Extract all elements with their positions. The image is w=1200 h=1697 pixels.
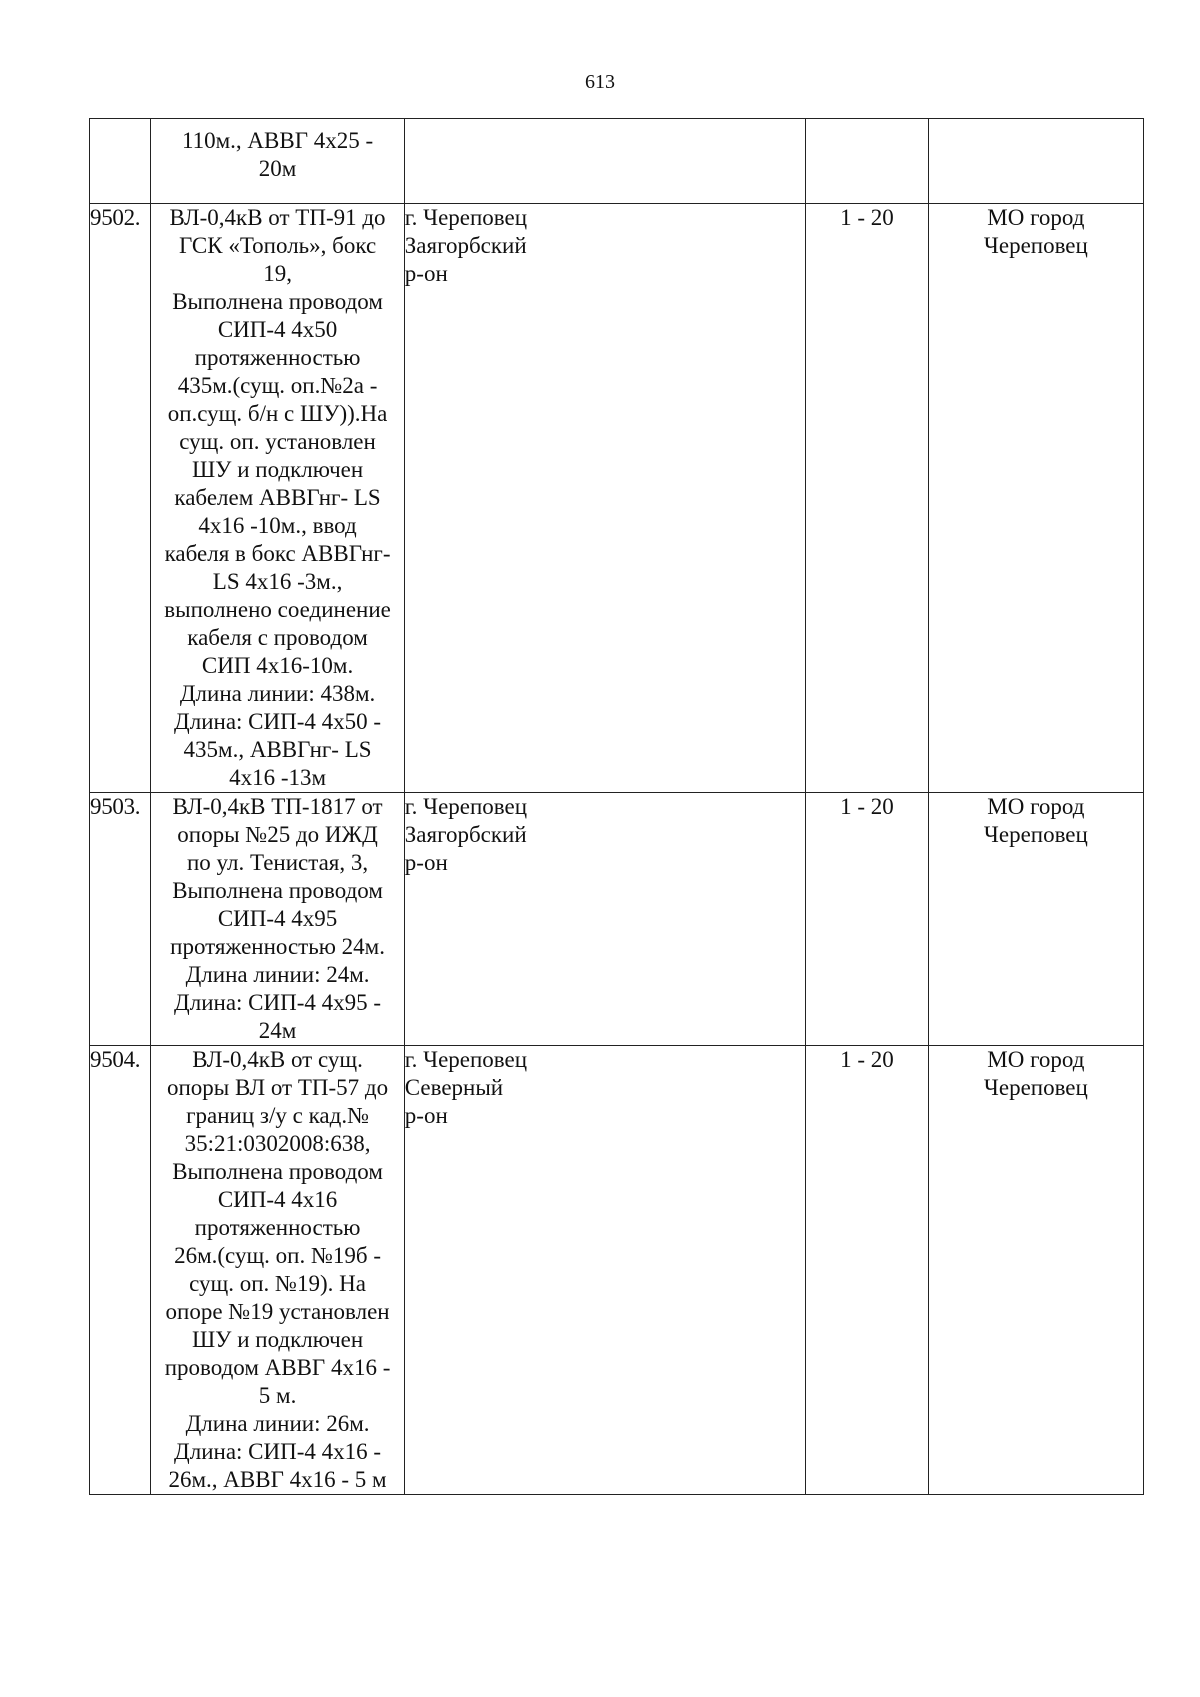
- row-number: 9502.: [90, 204, 151, 793]
- object-description: ВЛ-0,4кВ от сущ. опоры ВЛ от ТП-57 до границ з/у с кад.№ 35:21:0302008:638, Выполнена проводом СИП-4 4х16 протяженностью 26м.(сущ. оп. №19б - сущ. оп. №19). На опоре №19 установлен ШУ и подключен проводом АВВГ 4х16 - 5 м. Длина линии: 26м. Длина: СИП-4 4х16 - 26м., АВВГ 4х16 - 5 м: [151, 1046, 404, 1495]
- object-location: [404, 119, 805, 204]
- object-owner: [928, 119, 1143, 204]
- object-range: 1 - 20: [806, 1046, 929, 1495]
- object-range: 1 - 20: [806, 793, 929, 1046]
- page-number: 613: [585, 71, 615, 93]
- table-row: [90, 793, 1144, 1046]
- object-description: ВЛ-0,4кВ ТП-1817 от опоры №25 до ИЖД по ул. Тенистая, 3, Выполнена проводом СИП-4 4х95 протяженностью 24м. Длина линии: 24м. Длина: СИП-4 4х95 - 24м: [151, 793, 404, 1046]
- object-location: г. Череповец Заягорбский р-он: [404, 204, 805, 793]
- table-row: [90, 204, 1144, 793]
- object-range: [806, 119, 929, 204]
- registry-table: [89, 118, 1144, 1495]
- row-number: 9504.: [90, 1046, 151, 1495]
- object-location: г. Череповец Заягорбский р-он: [404, 793, 805, 1046]
- object-range: 1 - 20: [806, 204, 929, 793]
- table-row: [90, 1046, 1144, 1495]
- row-number: 9503.: [90, 793, 151, 1046]
- row-number: [90, 119, 151, 204]
- object-owner: МО город Череповец: [928, 1046, 1143, 1495]
- object-description: ВЛ-0,4кВ от ТП-91 до ГСК «Тополь», бокс 19, Выполнена проводом СИП-4 4х50 протяженностью 435м.(сущ. оп.№2а - оп.сущ. б/н с ШУ)).На сущ. оп. установлен ШУ и подключен кабелем АВВГнг- LS 4х16 -10м., ввод кабеля в бокс АВВГнг- LS 4х16 -3м., выполнено соединение кабеля с проводом СИП 4х16-10м. Длина линии: 438м. Длина: СИП-4 4х50 - 435м., АВВГнг- LS 4х16 -13м: [151, 204, 404, 793]
- object-description: 110м., АВВГ 4х25 - 20м: [151, 119, 404, 204]
- table-row: [90, 119, 1144, 204]
- object-owner: МО город Череповец: [928, 793, 1143, 1046]
- object-owner: МО город Череповец: [928, 204, 1143, 793]
- object-location: г. Череповец Северный р-он: [404, 1046, 805, 1495]
